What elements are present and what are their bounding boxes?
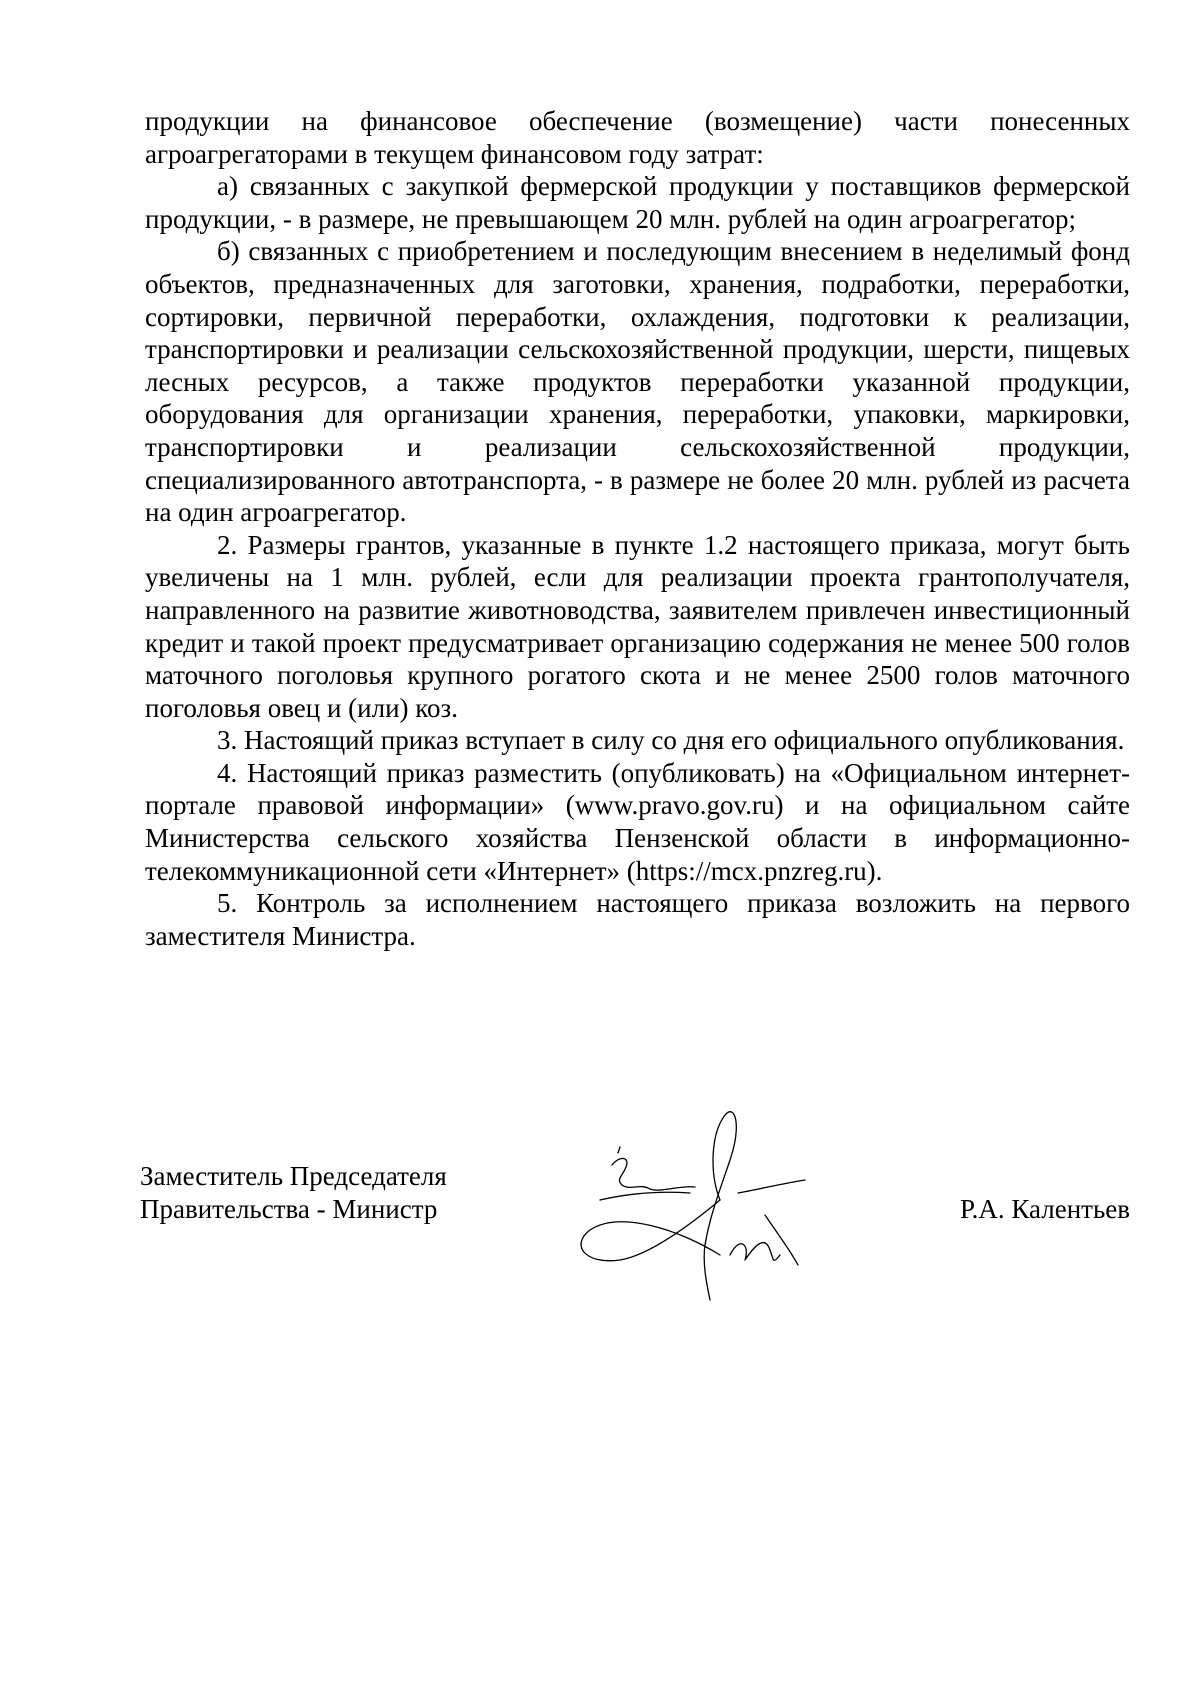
signer-name: Р.А. Калентьев: [959, 1194, 1130, 1224]
paragraph-subitem-b: б) связанных с приобретением и последующим внесением в неделимый фонд объектов, предназначенных для заготовки, хранения, подработки, переработки, сортировки, первичной переработки, охлаждения, подготовки к реализации, транспортировки и реализации сельскохозяйственной продукции, шерсти, пищевых лесных ресурсов, а также продуктов переработки указанной продукции, оборудования для организации хранения, переработки, упаковки, маркировки, транспортировки и реализации сельскохозяйственной продукции, специализированного автотранспорта, - в размере не более 20 млн. рублей из расчета на один агроагрегатор.: [145, 236, 1130, 528]
signer-title: [140, 1160, 500, 1226]
paragraph-item-5: 5. Контроль за исполнением настоящего приказа возложить на первого заместителя Министра.: [145, 888, 1130, 951]
signer-title-line1: Заместитель Председателя: [140, 1161, 447, 1191]
paragraph-item-4: 4. Настоящий приказ разместить (опубликовать) на «Официальном интернет-портале правовой информации» (www.pravo.gov.ru) и на официальном сайте Министерства сельского хозяйства Пензенской области в информационно-телекоммуникационной сети «Интернет» (https://mcx.pnzreg.ru).: [145, 757, 1130, 886]
paragraph-item-3: 3. Настоящий приказ вступает в силу со дня его официального опубликования.: [217, 725, 1125, 756]
document-body: [145, 105, 1130, 952]
paragraph-item-2: 2. Размеры грантов, указанные в пункте 1.2 настоящего приказа, могут быть увеличены на 1 млн. рублей, если для реализации проекта грантополучателя, направленного на развитие животноводства, заявителем привлечен инвестиционный кредит и такой проект предусматривает организацию содержания не менее 500 голов маточного поголовья крупного рогатого скота и не менее 2500 голов маточного поголовья овец и (или) коз.: [145, 529, 1130, 723]
paragraph-continuation: продукции на финансовое обеспечение (возмещение) части понесенных агроагрегаторами в текущем финансовом году затрат:: [145, 106, 1130, 169]
handwritten-signature: [560, 1105, 860, 1305]
signature-block: [140, 1160, 1130, 1300]
signer-title-line2: Правительства - Министр: [140, 1194, 438, 1224]
paragraph-subitem-a: а) связанных с закупкой фермерской продукции у поставщиков фермерской продукции, - в размере, не превышающем 20 млн. рублей на один агроагрегатор;: [145, 171, 1130, 234]
